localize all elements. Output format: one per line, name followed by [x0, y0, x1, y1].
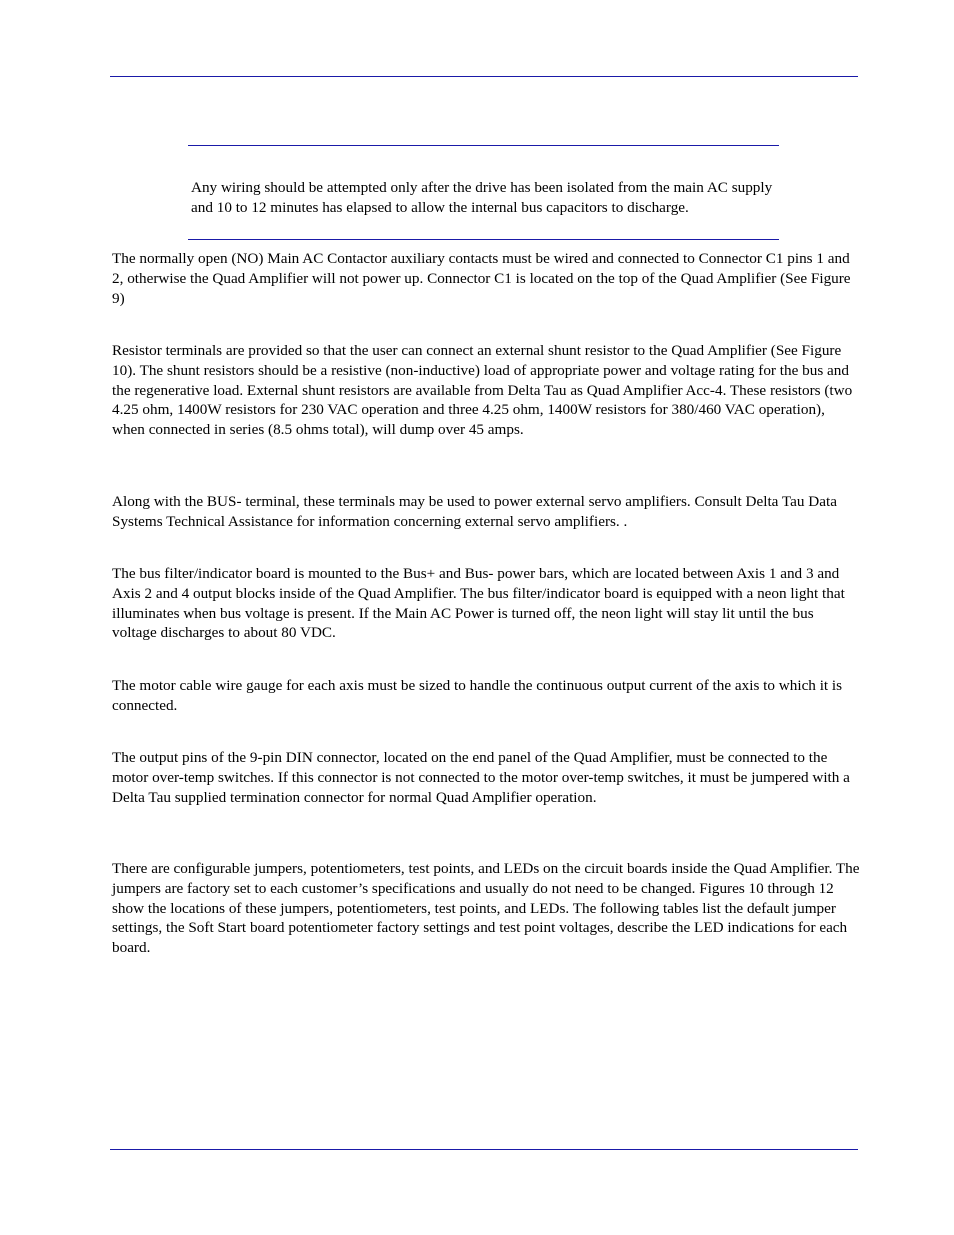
- footer-rule: [110, 1149, 858, 1150]
- paragraph-main-ac-contactor: The normally open (NO) Main AC Contactor auxiliary contacts must be wired and connected to Connector C1 pins 1 and 2, otherwise the Quad Amplifier will not power up. Connector C1 is located on the top of the Quad Amplifier (See Figure 9): [112, 250, 851, 307]
- header-rule: [110, 76, 858, 77]
- warning-text: Any wiring should be attempted only after the drive has been isolated from the main AC supply and 10 to 12 minutes has elapsed to allow the internal bus capacitors to discharge.: [191, 179, 773, 216]
- paragraph-bus-terminals: Along with the BUS- terminal, these terminals may be used to power external servo amplifiers. Consult Delta Tau Data Systems Technical Assistance for information concerning external servo amplifiers. .: [112, 493, 837, 530]
- warning-box: [191, 178, 781, 218]
- warning-top-rule: [188, 145, 779, 146]
- paragraph-motor-cable: The motor cable wire gauge for each axis must be sized to handle the continuous output current of the axis to which it is connected.: [112, 677, 843, 714]
- paragraph-overtemp-connector: The output pins of the 9-pin DIN connector, located on the end panel of the Quad Amplifier, must be connected to the motor over-temp switches. If this connector is not connected to the motor over-temp switches, it must be jumpered with a Delta Tau supplied termination connector for normal Quad Amplifier operation.: [112, 749, 850, 806]
- paragraph-bus-filter-board: The bus filter/indicator board is mounted to the Bus+ and Bus- power bars, which are located between Axis 1 and 3 and Axis 2 and 4 output blocks inside of the Quad Amplifier. The bus filter/indicator board is equipped with a neon light that illuminates when bus voltage is present. If the Main AC Power is turned off, the neon light will stay lit until the bus voltage discharges to about 80 VDC.: [112, 565, 845, 642]
- paragraph-shunt-resistor: Resistor terminals are provided so that the user can connect an external shunt resistor to the Quad Amplifier (See Figure 10). The shunt resistors should be a resistive (non-inductive) load of appropriate power and voltage rating for the bus and the regenerative load. External shunt resistors are available from Delta Tau as Quad Amplifier Acc-4. These resistors (two 4.25 ohm, 1400W resistors for 230 VAC operation and three 4.25 ohm, 1400W resistors for 380/460 VAC operation), when connected in series (8.5 ohms total), will dump over 45 amps.: [112, 342, 853, 439]
- paragraph-jumpers: There are configurable jumpers, potentiometers, test points, and LEDs on the circuit boards inside the Quad Amplifier. The jumpers are factory set to each customer’s specifications and usually do not need to be changed. Figures 10 through 12 show the locations of these jumpers, potentiometers, test points, and LEDs. The following tables list the default jumper settings, the Soft Start board potentiometer factory settings and test point voltages, describe the LED indications for each board.: [112, 860, 860, 957]
- warning-bottom-rule: [188, 239, 779, 240]
